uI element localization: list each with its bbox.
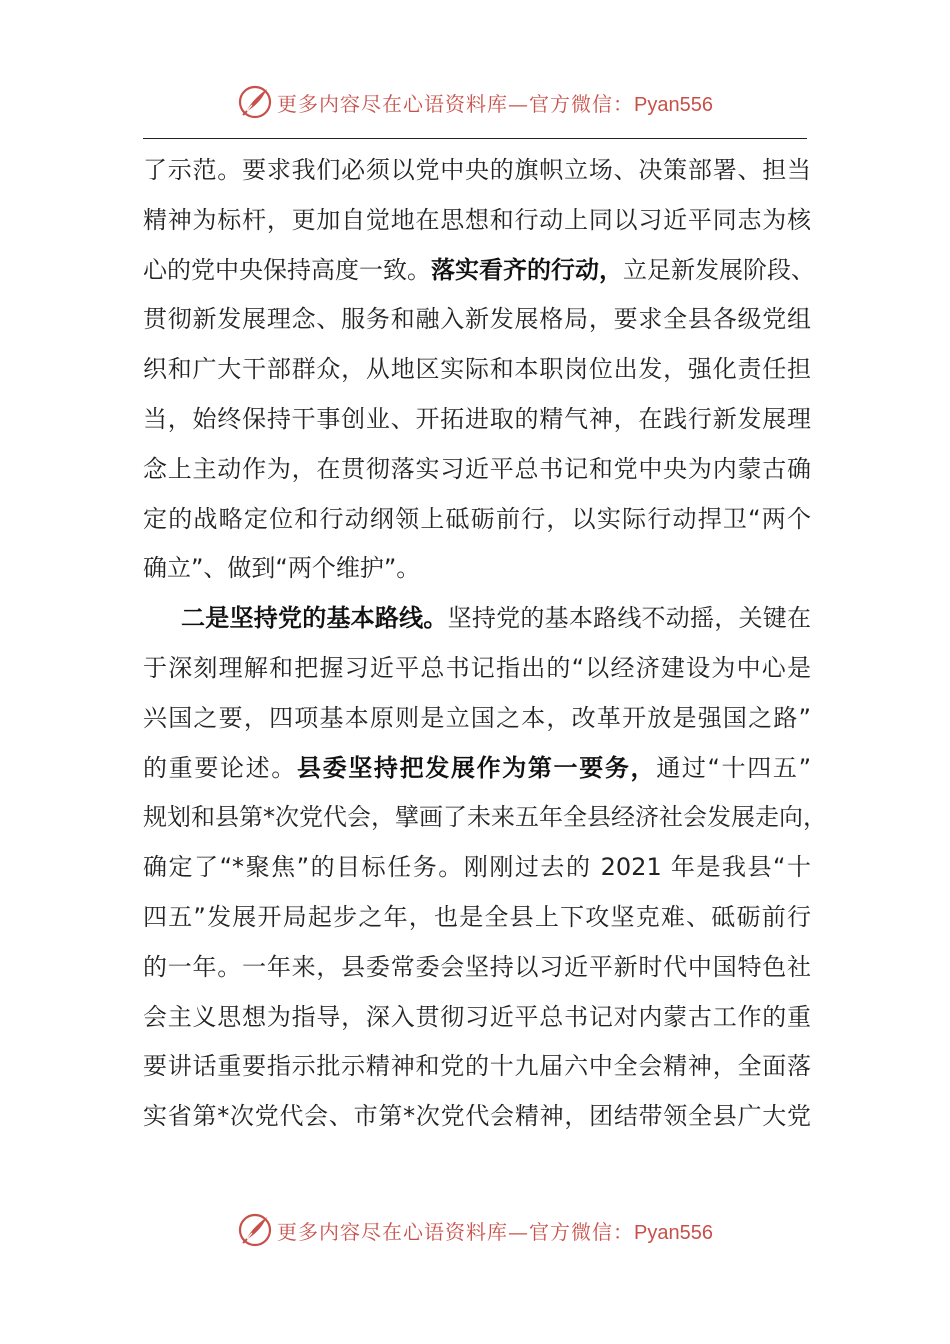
document-body: [143, 146, 827, 1142]
bold-phrase: 落实看齐的行动，: [431, 255, 623, 284]
body-line: 念上主动作为，在贯彻落实习近平总书记和党中央为内蒙古确: [143, 454, 811, 483]
body-line: 四五”发展开局起步之年，也是全县上下攻坚克难、砥砺前行: [143, 902, 811, 931]
quill-logo-icon: [237, 84, 273, 120]
body-text: 的重要论述。: [143, 753, 297, 782]
body-line: [143, 246, 815, 296]
body-line: 于深刻理解和把握习近平总书记指出的“以经济建设为中心是: [143, 653, 811, 682]
body-line: 定的战略定位和行动纲领上砥砺前行，以实际行动捍卫“两个: [143, 504, 811, 533]
body-line: 了示范。要求我们必须以党中央的旗帜立场、决策部署、担当: [143, 156, 811, 184]
body-text: 通过“十四五”: [656, 753, 812, 782]
body-line: 织和广大干部群众，从地区实际和本职岗位出发，强化责任担: [143, 355, 811, 384]
body-line: 确定了“*聚焦”的目标任务。刚刚过去的 2021 年是我县“十: [143, 853, 811, 882]
body-line: 贯彻新发展理念、服务和融入新发展格局，要求全县各级党组: [143, 305, 811, 334]
body-line: 当，始终保持干事创业、开拓进取的精气神，在践行新发展理: [143, 404, 811, 433]
body-line: 规划和县第*次党代会，擘画了未来五年全县经济社会发展走向，: [143, 803, 827, 832]
body-line: 确立”、做到“两个维护”。: [143, 554, 421, 583]
bold-phrase: 县委坚持把发展作为第一要务，: [296, 753, 657, 782]
body-line: [143, 594, 811, 644]
footer-wechat-id: Pyan556: [634, 1221, 713, 1244]
body-line: 的一年。一年来，县委常委会坚持以习近平新时代中国特色社: [143, 952, 811, 981]
section-heading: 二是坚持党的基本路线。: [181, 604, 448, 633]
body-line: 会主义思想为指导，深入贯彻习近平总书记对内蒙古工作的重: [143, 1002, 811, 1031]
body-line: [143, 744, 811, 794]
body-line: 兴国之要，四项基本原则是立国之本，改革开放是强国之路”: [143, 703, 811, 732]
body-text: 坚持党的基本路线不动摇，关键在: [447, 604, 811, 633]
header-banner-text: [277, 88, 713, 117]
header-banner: [0, 80, 950, 124]
body-line: 精神为标杆，更加自觉地在思想和行动上同以习近平同志为核: [143, 205, 811, 234]
body-line: 实省第*次党代会、市第*次党代会精神，团结带领全县广大党: [143, 1102, 811, 1131]
footer-text: 更多内容尽在心语资料库—官方微信：: [277, 1219, 635, 1244]
header-text: 更多内容尽在心语资料库—官方微信：: [277, 91, 635, 116]
header-wechat-id: Pyan556: [634, 93, 713, 116]
header-rule: [143, 138, 807, 139]
quill-logo-icon: [237, 1212, 273, 1248]
body-text: 心的党中央保持高度一致。: [143, 255, 431, 284]
footer-banner-text: [277, 1216, 713, 1245]
body-line: 要讲话重要指示批示精神和党的十九届六中全会精神，全面落: [143, 1052, 811, 1081]
body-text: 立足新发展阶段、: [623, 255, 815, 284]
footer-banner: [0, 1208, 950, 1252]
